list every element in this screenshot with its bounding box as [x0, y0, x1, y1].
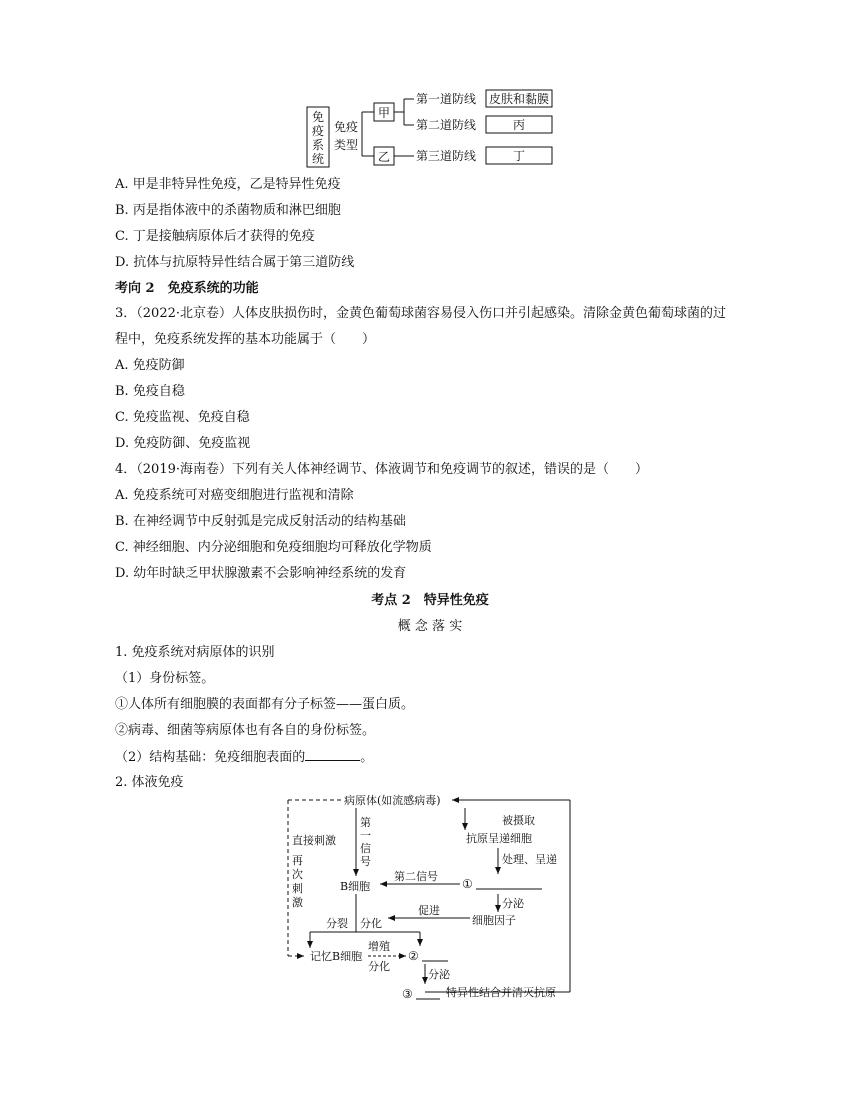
- box-ding-label: 丁: [512, 149, 526, 163]
- signal1-char-1: 第: [360, 816, 371, 829]
- result-label: 特异性结合并清灭抗原: [446, 986, 556, 999]
- signal1-char-2: 一: [360, 829, 371, 842]
- yi-label: 乙: [377, 150, 391, 164]
- content-p5-prefix: （2）结构基础：免疫细胞表面的: [115, 750, 306, 765]
- q2-option-d: D. 抗体与抗原特异性结合属于第三道防线: [115, 255, 355, 270]
- content-p2: （1）身份标签。: [115, 671, 215, 686]
- section-subtitle: 概 念 落 实: [397, 619, 463, 634]
- circle-3: ③: [402, 987, 413, 1000]
- humoral-immunity-diagram: [280, 794, 580, 1000]
- circle-2: ②: [408, 949, 419, 963]
- promote-label: 促进: [418, 904, 440, 917]
- content-p1: 1. 免疫系统对病原体的识别: [115, 645, 275, 660]
- ingested-label: 被摄取: [502, 814, 535, 827]
- box-bing-label: 丙: [512, 118, 526, 132]
- restim-char-2: 次: [292, 868, 303, 881]
- content-p6: 2. 体液免疫: [115, 775, 184, 790]
- process-label: 处理、呈递: [502, 853, 557, 866]
- bcell-label: B细胞: [340, 880, 371, 893]
- blank-fill-1: [305, 748, 360, 761]
- differentiate2-label: 分化: [368, 960, 390, 973]
- q3-option-a: A. 免疫防御: [115, 358, 185, 373]
- restim-char-4: 激: [292, 896, 303, 909]
- circle-1: ①: [462, 877, 473, 891]
- content-p5-suffix: 。: [360, 750, 374, 765]
- q4-option-c: C. 神经细胞、内分泌细胞和免疫细胞均可释放化学物质: [115, 540, 432, 555]
- secrete1-label: 分泌: [502, 897, 524, 910]
- q4-stem: 4．（2019·海南卷）下列有关人体神经调节、体液调节和免疫调节的叙述，错误的是（ ）: [115, 462, 648, 477]
- content-p3: ①人体所有细胞膜的表面都有分子标签——蛋白质。: [115, 697, 415, 712]
- system-label-char-3: 系: [311, 138, 325, 152]
- q3-option-b: B. 免疫自稳: [115, 384, 185, 399]
- direction-2-heading: 考向 2 免疫系统的功能: [115, 281, 259, 296]
- restim-char-3: 刺: [292, 882, 303, 895]
- box-skin-label: 皮肤和黏膜: [488, 92, 550, 106]
- memory-bcell-label: 记忆B细胞: [310, 950, 363, 963]
- q2-option-c: C. 丁是接触病原体后才获得的免疫: [115, 229, 315, 244]
- content-p5: [115, 748, 373, 767]
- differentiate-label: 分化: [360, 917, 382, 930]
- pathogen-label: 病原体(如流感病毒): [344, 794, 441, 807]
- q3-option-d: D. 免疫防御、免疫监视: [115, 436, 251, 451]
- q3-stem-line1: 3．（2022·北京卷）人体皮肤损伤时，金黄色葡萄球菌容易侵入伤口并引起感染。清除金黄色葡萄球菌的过: [115, 306, 726, 321]
- defense-line-2: 第二道防线: [416, 118, 477, 132]
- type-label-2: 类型: [334, 138, 359, 152]
- restim-char-1: 再: [292, 854, 303, 867]
- signal1-char-3: 信: [360, 842, 371, 855]
- q2-option-b: B. 丙是指体液中的杀菌物质和淋巴细胞: [115, 203, 341, 218]
- secrete2-label: 分泌: [428, 968, 450, 981]
- q3-stem-line2: 程中，免疫系统发挥的基本功能属于（ ）: [115, 332, 376, 347]
- q4-option-a: A. 免疫系统可对癌变细胞进行监视和清除: [115, 488, 354, 503]
- proliferate-label: 增殖: [368, 940, 390, 953]
- system-label-char-1: 免: [311, 110, 325, 124]
- apc-label: 抗原呈递细胞: [466, 832, 532, 845]
- q2-option-a: A. 甲是非特异性免疫，乙是特异性免疫: [115, 177, 341, 192]
- direct-stim-label: 直接刺激: [292, 834, 336, 847]
- immune-types-diagram: [300, 85, 560, 175]
- divide-label: 分裂: [326, 917, 348, 930]
- q3-option-c: C. 免疫监视、免疫自稳: [115, 410, 250, 425]
- section-title: 考点 2 特异性免疫: [371, 593, 489, 608]
- content-p4: ②病毒、细菌等病原体也有各自的身份标签。: [115, 723, 376, 738]
- signal1-char-4: 号: [360, 855, 371, 868]
- type-label-1: 免疫: [334, 120, 359, 134]
- q4-option-b: B. 在神经调节中反射弧是完成反射活动的结构基础: [115, 514, 406, 529]
- system-label-char-2: 疫: [311, 124, 325, 138]
- q4-option-d: D. 幼年时缺乏甲状腺激素不会影响神经系统的发育: [115, 566, 407, 581]
- system-label-char-4: 统: [311, 152, 325, 166]
- jia-label: 甲: [377, 106, 391, 120]
- defense-line-1: 第一道防线: [416, 92, 477, 106]
- signal2-label: 第二信号: [394, 870, 438, 883]
- defense-line-3: 第三道防线: [416, 149, 477, 163]
- cytokine-label: 细胞因子: [472, 914, 516, 927]
